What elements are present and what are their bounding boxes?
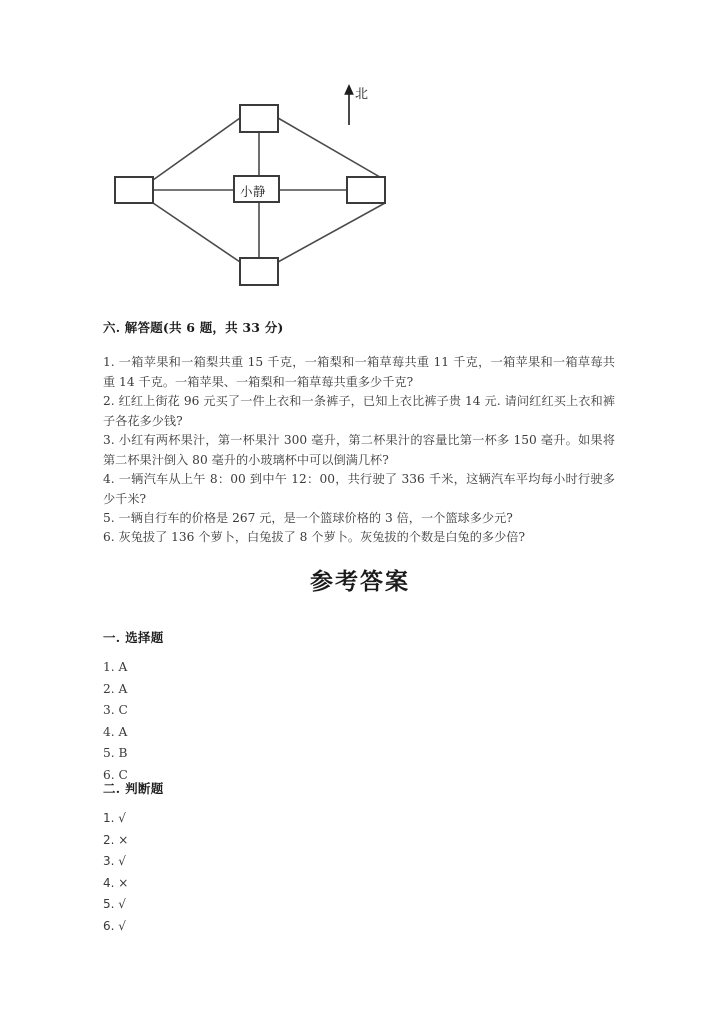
question-item-5: 5. 一辆自行车的价格是 267 元，是一个篮球价格的 3 倍，一个篮球多少元? — [103, 511, 513, 525]
answer-row: 6. C — [103, 767, 128, 782]
north-label: 北 — [355, 87, 369, 102]
answer-row: 4. × — [103, 875, 129, 890]
north-arrow-icon — [345, 86, 352, 125]
question-item-4: 4. 一辆汽车从上午 8：00 到中午 12：00，共行驶了 336 千米，这辆汽车平均每小时行驶多少千米? — [103, 472, 615, 506]
answer-row: 4. A — [103, 724, 128, 739]
question-item-2: 2. 红红上街花 96 元买了一件上衣和一条裤子，已知上衣比裤子贵 14 元. 请问红红买上衣和裤子各花多少钱? — [103, 394, 615, 428]
answer-row: 1. A — [103, 660, 128, 674]
question-item-3: 3. 小红有两杯果汁，第一杯果汁 300 毫升，第二杯果汁的容量比第一杯多 150 毫升。如果将第二杯果汁倒入 80 毫升的小玻璃杯中可以倒满几杯? — [103, 433, 615, 467]
answer-key-title: 参考答案 — [310, 568, 410, 595]
answer-list-choice — [103, 657, 128, 786]
answer-row: 5. B — [103, 746, 128, 760]
question-item-1: 1. 一箱苹果和一箱梨共重 15 千克，一箱梨和一箱草莓共重 11 千克，一箱苹果和一箱草莓共重 14 千克。一箱苹果、一箱梨和一箱草莓共重多少千克? — [103, 355, 615, 389]
answer-list-truefalse — [103, 808, 128, 937]
answer-section-heading-1: 一. 选择题 — [103, 630, 164, 645]
section-six-heading: 六. 解答题(共 6 题，共 33 分) — [103, 320, 284, 335]
answer-row: 3. √ — [103, 854, 126, 868]
answer-row: 2. × — [103, 832, 129, 847]
answer-row: 2. A — [103, 681, 128, 696]
diagram-center-node-label: 小静 — [240, 184, 267, 199]
question-item-6: 6. 灰兔拔了 136 个萝卜，白兔拔了 8 个萝卜。灰兔拔的个数是白兔的多少倍? — [103, 530, 525, 544]
answer-section-heading-2: 二. 判断题 — [103, 781, 164, 796]
answer-row: 1. √ — [103, 811, 126, 825]
answer-row: 3. C — [103, 703, 128, 717]
answer-row: 6. √ — [103, 918, 126, 933]
answer-row: 5. √ — [103, 897, 126, 911]
